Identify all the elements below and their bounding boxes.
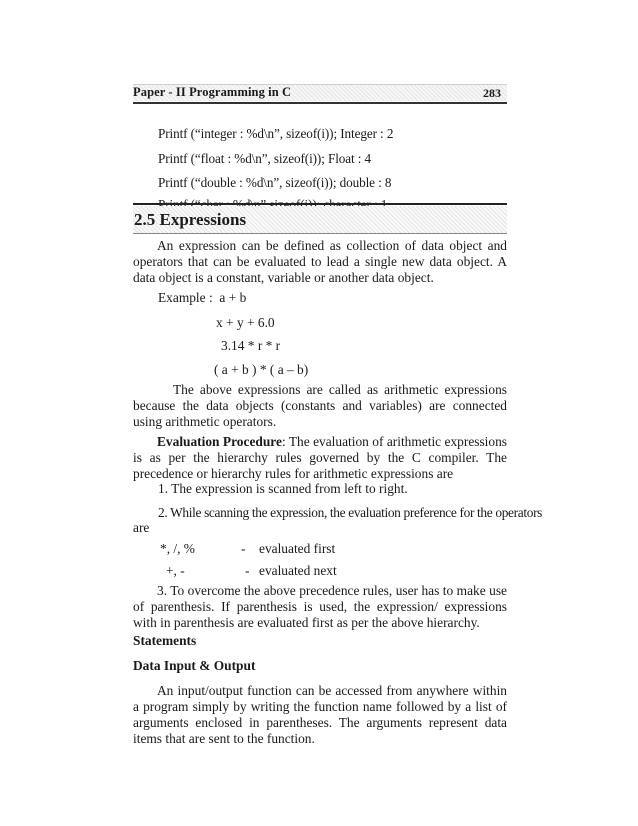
rule-item: 2. While scanning the expression, the evaluation preference for the operators [158, 505, 543, 520]
page-number: 283 [483, 86, 501, 100]
precedence-operators: +, - [166, 563, 185, 578]
precedence-operators: *, /, % [160, 541, 195, 556]
evaluation-paragraph [133, 434, 507, 482]
header-rule [133, 102, 507, 104]
rule-3-text: 3. To overcome the above precedence rules, user has to make use of parenthesis. If parenthesis is used, the expression/ expressions with in parenthesis are evaluated first as per the above hierarchy. [133, 583, 507, 630]
io-paragraph [133, 683, 507, 747]
statements-heading: Statements [133, 633, 197, 648]
evaluation-label: Evaluation Procedure [157, 434, 282, 449]
example-label-text: Example : [158, 290, 213, 305]
intro-text: An expression can be defined as collection of data object and operators that can be evaluated to lead a single new data object. A data object is a constant, variable or another data object. [133, 238, 507, 285]
section-rule [133, 233, 507, 234]
io-text: An input/output function can be accessed from anywhere within a program simply by writing the function name followed by a list of arguments enclosed in parentheses. The arguments represent data items that are sent to the function. [133, 683, 507, 746]
section-rule [133, 203, 507, 205]
example-label [158, 290, 246, 306]
intro-paragraph [133, 238, 507, 286]
precedence-dash: - [245, 563, 250, 578]
precedence-description: evaluated next [259, 563, 337, 578]
example-expression: a + b [219, 290, 247, 305]
arithmetic-paragraph [133, 382, 507, 430]
code-line: Printf (“integer : %d\n”, sizeof(i)); Integer : 2 [158, 126, 394, 141]
code-line: Printf (“double : %d\n”, sizeof(i)); double : 8 [158, 175, 392, 190]
precedence-description: evaluated first [259, 541, 336, 556]
rule-3-paragraph [133, 583, 507, 631]
section-title: 2.5 Expressions [134, 210, 247, 229]
evaluation-body: : The evaluation of arithmetic expressions is as per the hierarchy rules governed by the C compiler. The precedence or hierarchy rules for arithmetic expressions are [133, 434, 508, 481]
example-expression: ( a + b ) * ( a – b) [214, 362, 309, 377]
example-expression: 3.14 * r * r [221, 338, 281, 353]
rule-item: 1. The expression is scanned from left to right. [158, 481, 408, 496]
page-header [133, 82, 507, 104]
example-expression: x + y + 6.0 [216, 315, 275, 330]
arithmetic-text: The above expressions are called as arithmetic expressions because the data objects (constants and variables) are connected using arithmetic operators. [133, 382, 507, 429]
rule-item-continued: are [133, 520, 150, 535]
code-line: Printf (“float : %d\n”, sizeof(i)); Float : 4 [158, 151, 372, 166]
precedence-dash: - [241, 541, 246, 556]
data-io-heading: Data Input & Output [133, 658, 256, 673]
section-heading [133, 203, 507, 235]
evaluation-text [133, 434, 507, 482]
header-title: Paper - II Programming in C [133, 85, 292, 99]
